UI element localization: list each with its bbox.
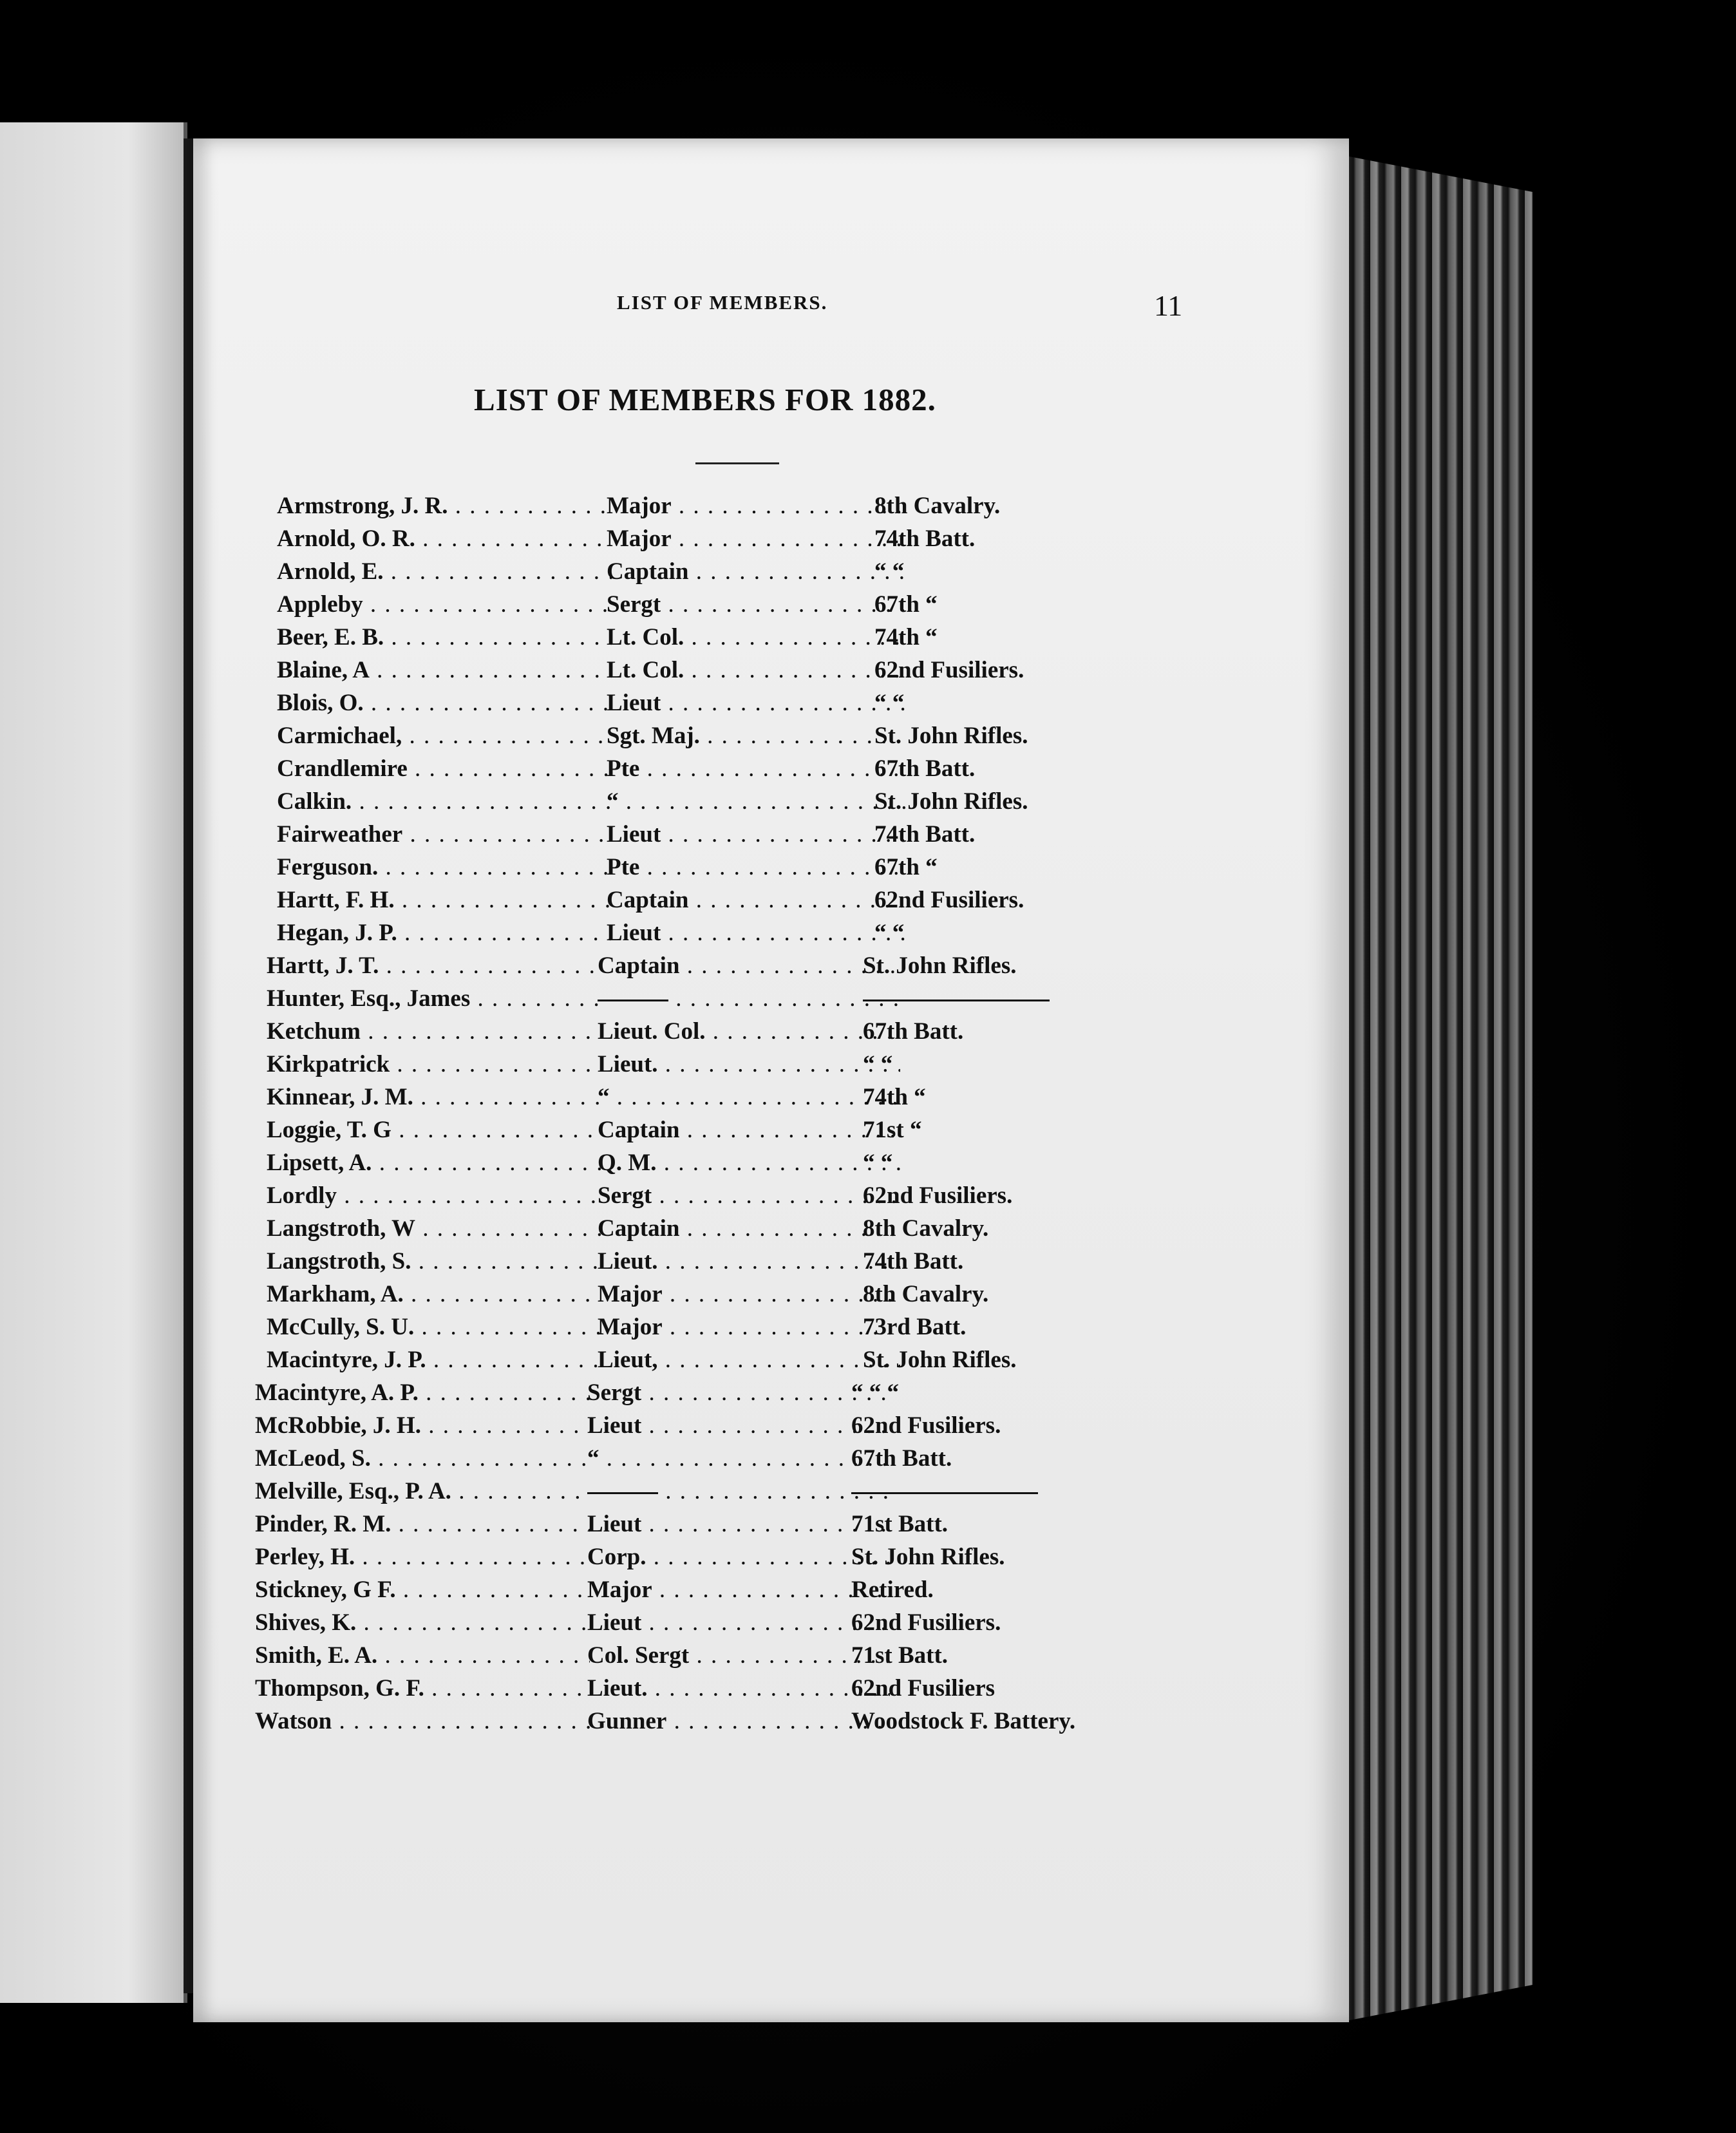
- member-rank: Major . . .: [598, 1278, 900, 1311]
- member-row: [251, 1179, 1165, 1212]
- member-row: [251, 687, 1165, 719]
- member-rank: Lieut. . . .: [598, 1048, 900, 1081]
- member-name: Smith, E. A. . . .: [255, 1639, 590, 1672]
- member-rank: Captain . . .: [607, 884, 909, 916]
- member-row: [251, 1081, 1165, 1114]
- member-name: Blois, O. . . .: [277, 687, 612, 719]
- member-row: [251, 522, 1165, 555]
- member-rank: Lieut, . . .: [598, 1343, 900, 1376]
- member-rank: Lieut. Col. . . .: [598, 1015, 900, 1048]
- member-unit: 62nd Fusiliers: [851, 1675, 995, 1702]
- member-unit: 67th “: [874, 591, 938, 618]
- member-unit: 74th Batt.: [874, 821, 976, 848]
- member-name: Perley, H. . . .: [255, 1540, 590, 1573]
- member-unit: St. John Rifles.: [851, 1544, 1005, 1570]
- member-row: [251, 1475, 1165, 1508]
- member-unit: 67th Batt.: [851, 1445, 952, 1472]
- member-rank: Lieut . . .: [607, 818, 909, 851]
- member-name: Langstroth, S. . . .: [267, 1245, 601, 1278]
- member-unit: 74th Batt.: [874, 526, 976, 552]
- blank-rank-rule: [598, 1000, 668, 1001]
- member-unit: [851, 1475, 1147, 1508]
- blank-unit-rule: [863, 1000, 1050, 1001]
- member-unit: St. John Rifles.: [874, 723, 1028, 749]
- page-number: 11: [1154, 289, 1183, 322]
- member-name: Calkin. . . .: [277, 785, 612, 818]
- member-unit: 71st “: [863, 1117, 922, 1143]
- running-head: LIST OF MEMBERS.: [617, 291, 828, 314]
- member-name: Thompson, G. F. . . .: [255, 1672, 590, 1705]
- member-rank: Major . . .: [607, 522, 909, 555]
- member-rank: Captain . . .: [598, 1212, 900, 1245]
- member-unit: 67th “: [874, 854, 938, 880]
- member-name: Hartt, J. T. . . .: [267, 949, 601, 982]
- member-row: [251, 1278, 1165, 1311]
- member-unit: “ “: [863, 1051, 893, 1077]
- member-rank: “ . . .: [587, 1442, 890, 1475]
- member-row: [251, 1508, 1165, 1540]
- member-row: [251, 1376, 1165, 1409]
- member-rank: Q. M. . . .: [598, 1146, 900, 1179]
- member-rank: Sergt . . .: [607, 588, 909, 621]
- member-row: [251, 1114, 1165, 1146]
- member-row: [251, 818, 1165, 851]
- facing-page-edge: [0, 122, 187, 2003]
- member-row: [251, 1672, 1165, 1705]
- member-name: Kinnear, J. M. . . .: [267, 1081, 601, 1114]
- member-row: [251, 1212, 1165, 1245]
- member-name: Hunter, Esq., James . . .: [267, 982, 601, 1015]
- member-row: [251, 588, 1165, 621]
- member-name: Fairweather . . .: [277, 818, 612, 851]
- member-rank: [598, 982, 900, 1015]
- member-unit: 71st Batt.: [851, 1511, 948, 1537]
- member-unit: 8th Cavalry.: [863, 1281, 989, 1307]
- member-unit: 62nd Fusiliers.: [874, 887, 1024, 913]
- member-name: Kirkpatrick . . .: [267, 1048, 601, 1081]
- member-unit: “ “: [863, 1150, 893, 1176]
- member-unit: 67th Batt.: [874, 755, 976, 782]
- member-unit: [863, 982, 1159, 1015]
- members-list: [251, 489, 1165, 1738]
- member-name: Langstroth, W . . .: [267, 1212, 601, 1245]
- member-name: Crandlemire . . .: [277, 752, 612, 785]
- member-rank: Corp. . . .: [587, 1540, 890, 1573]
- member-row: [251, 654, 1165, 687]
- member-rank: Captain . . .: [607, 555, 909, 588]
- member-name: Beer, E. B. . . .: [277, 621, 612, 654]
- member-unit: Retired.: [851, 1577, 934, 1603]
- member-unit: 74th Batt.: [863, 1248, 964, 1275]
- member-name: Macintyre, J. P. . . .: [267, 1343, 601, 1376]
- member-name: McRobbie, J. H. . . .: [255, 1409, 590, 1442]
- member-name: Macintyre, A. P. . . .: [255, 1376, 590, 1409]
- page-edges: [1339, 155, 1533, 2022]
- member-rank: Lieut. . . .: [598, 1245, 900, 1278]
- member-unit: 8th Cavalry.: [874, 493, 1001, 519]
- member-name: Lordly . . .: [267, 1179, 601, 1212]
- member-name: Stickney, G F. . . .: [255, 1573, 590, 1606]
- member-rank: [587, 1475, 890, 1508]
- member-row: [251, 1540, 1165, 1573]
- member-rank: Major . . .: [598, 1311, 900, 1343]
- member-row: [251, 1015, 1165, 1048]
- member-rank: Pte . . .: [607, 851, 909, 884]
- member-row: [251, 1311, 1165, 1343]
- member-row: [251, 1705, 1165, 1738]
- member-row: [251, 1606, 1165, 1639]
- member-unit: 62nd Fusiliers.: [851, 1412, 1001, 1439]
- member-rank: Lieut . . .: [587, 1508, 890, 1540]
- member-name: Lipsett, A. . . .: [267, 1146, 601, 1179]
- member-row: [251, 555, 1165, 588]
- member-row: [251, 1048, 1165, 1081]
- member-rank: Pte . . .: [607, 752, 909, 785]
- member-rank: Sgt. Maj. . . .: [607, 719, 909, 752]
- member-row: [251, 1442, 1165, 1475]
- member-rank: Lieut . . .: [607, 916, 909, 949]
- member-row: [251, 982, 1165, 1015]
- member-rank: Lieut. . . .: [587, 1672, 890, 1705]
- member-unit: “ “: [874, 558, 905, 585]
- member-name: Arnold, O. R. . . .: [277, 522, 612, 555]
- member-name: Markham, A. . . .: [267, 1278, 601, 1311]
- member-rank: Major . . .: [607, 489, 909, 522]
- member-unit: 71st Batt.: [851, 1642, 948, 1669]
- member-rank: Captain . . .: [598, 1114, 900, 1146]
- member-unit: 8th Cavalry.: [863, 1215, 989, 1242]
- blank-rank-rule: [587, 1492, 658, 1494]
- member-unit: 62nd Fusiliers.: [851, 1609, 1001, 1636]
- member-row: [251, 1409, 1165, 1442]
- member-rank: Col. Sergt . . .: [587, 1639, 890, 1672]
- member-name: Armstrong, J. R. . . .: [277, 489, 612, 522]
- member-name: Arnold, E. . . .: [277, 555, 612, 588]
- member-row: [251, 851, 1165, 884]
- member-unit: St. John Rifles.: [863, 1347, 1017, 1373]
- member-unit: 62nd Fusiliers.: [874, 657, 1024, 683]
- member-row: [251, 719, 1165, 752]
- member-row: [251, 1245, 1165, 1278]
- member-name: Melville, Esq., P. A. . . .: [255, 1475, 590, 1508]
- member-rank: “ . . .: [598, 1081, 900, 1114]
- member-unit: 67th Batt.: [863, 1018, 964, 1045]
- member-row: [251, 884, 1165, 916]
- member-unit: St. John Rifles.: [874, 788, 1028, 815]
- member-unit: “ “ “: [851, 1379, 899, 1406]
- blank-unit-rule: [851, 1492, 1038, 1494]
- member-rank: Lieut . . .: [587, 1606, 890, 1639]
- member-row: [251, 1573, 1165, 1606]
- member-rank: Sergt . . .: [587, 1376, 890, 1409]
- member-row: [251, 1639, 1165, 1672]
- member-rank: Major . . .: [587, 1573, 890, 1606]
- member-row: [251, 1343, 1165, 1376]
- member-unit: 73rd Batt.: [863, 1314, 967, 1340]
- member-name: Hartt, F. H. . . .: [277, 884, 612, 916]
- member-rank: Lt. Col. . . .: [607, 654, 909, 687]
- page-title: LIST OF MEMBERS FOR 1882.: [474, 382, 936, 417]
- member-name: McCully, S. U. . . .: [267, 1311, 601, 1343]
- member-unit: St. John Rifles.: [863, 953, 1017, 979]
- member-name: Watson . . .: [255, 1705, 590, 1738]
- member-rank: Lieut . . .: [587, 1409, 890, 1442]
- member-row: [251, 489, 1165, 522]
- member-row: [251, 949, 1165, 982]
- member-unit: “ “: [874, 690, 905, 716]
- member-name: Hegan, J. P. . . .: [277, 916, 612, 949]
- member-unit: 62nd Fusiliers.: [863, 1182, 1013, 1209]
- member-name: Pinder, R. M. . . .: [255, 1508, 590, 1540]
- member-name: Blaine, A . . .: [277, 654, 612, 687]
- member-name: Carmichael, . . .: [277, 719, 612, 752]
- member-rank: Lieut . . .: [607, 687, 909, 719]
- member-row: [251, 916, 1165, 949]
- member-name: Ferguson. . . .: [277, 851, 612, 884]
- member-name: Appleby . . .: [277, 588, 612, 621]
- member-row: [251, 752, 1165, 785]
- member-row: [251, 785, 1165, 818]
- member-unit: 74th “: [863, 1084, 926, 1110]
- member-name: McLeod, S. . . .: [255, 1442, 590, 1475]
- member-name: Shives, K. . . .: [255, 1606, 590, 1639]
- member-unit: Woodstock F. Battery.: [851, 1708, 1076, 1734]
- member-row: [251, 621, 1165, 654]
- member-row: [251, 1146, 1165, 1179]
- member-rank: Captain . . .: [598, 949, 900, 982]
- member-rank: Gunner . . .: [587, 1705, 890, 1738]
- member-name: Ketchum . . .: [267, 1015, 601, 1048]
- member-name: Loggie, T. G . . .: [267, 1114, 601, 1146]
- member-unit: 74th “: [874, 624, 938, 650]
- member-rank: Lt. Col. . . .: [607, 621, 909, 654]
- member-unit: “ “: [874, 920, 905, 946]
- member-rank: Sergt . . .: [598, 1179, 900, 1212]
- member-rank: “ . . .: [607, 785, 909, 818]
- title-rule: [695, 462, 779, 464]
